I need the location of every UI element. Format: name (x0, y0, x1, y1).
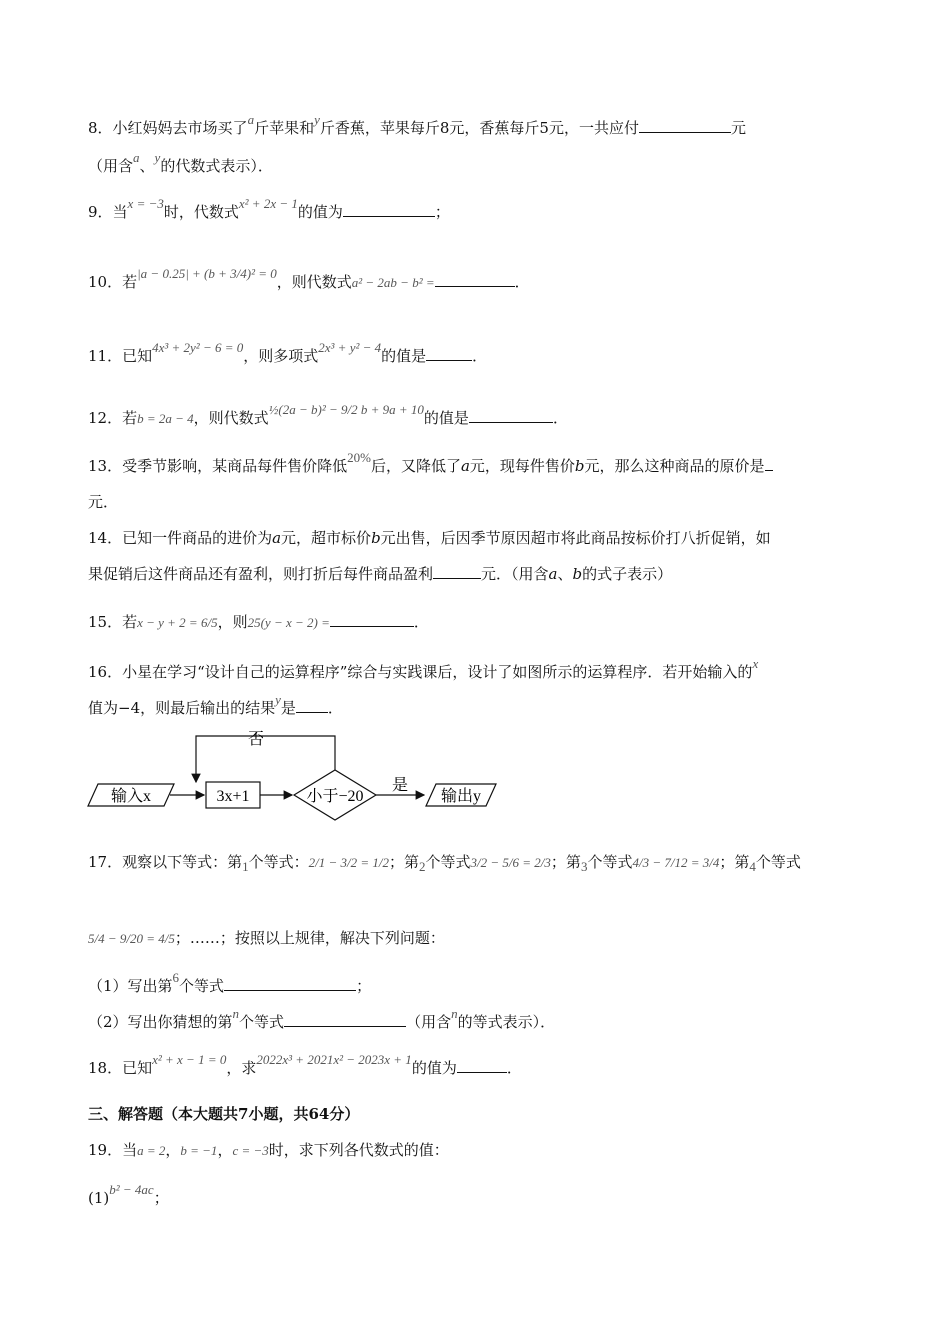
question-8-line-1: 8．小红妈妈去市场买了a斤苹果和y斤香蕉，苹果每斤8元，香蕉每斤5元，一共应付 元 (88, 112, 746, 137)
section-heading: 三、解答题（本大题共7小题，共64分） (88, 1105, 360, 1123)
answer-blank[interactable] (765, 456, 773, 471)
math-expression: 4/3 − 7/12 = 3/4 (632, 855, 720, 870)
question-16-line-2: 值为−4，则最后输出的结果y是 ． (88, 692, 343, 717)
flowchart-yes-label: 是 (391, 777, 409, 794)
answer-blank[interactable] (457, 1058, 507, 1073)
question-17-line-1: 17．观察以下等式：第$_1$个等式：2/1 − 3/2 = 1/2；第$_2$个等式3/2 − 5/6 = 2/3；第$_3$个等式4/3 − 7/12 = 3/4；第$_4$个等式 (88, 853, 801, 874)
question-9: 9．当x = −3时，代数式x² + 2x − 1的值为 ； (88, 196, 450, 221)
flowchart (84, 722, 504, 822)
question-17-line-2: 5/4 − 9/20 = 4/5；……；按照以上规律，解决下列问题： (88, 929, 445, 947)
answer-blank[interactable] (469, 408, 553, 423)
answer-blank[interactable] (639, 118, 731, 133)
answer-blank[interactable] (435, 272, 515, 287)
answer-blank[interactable] (224, 976, 356, 991)
question-15: 15．若x − y + 2 = 6/5，则25(y − x − 2) = ． (88, 613, 429, 631)
flowchart-no-label: 否 (247, 731, 265, 748)
flowchart-input-label: 输入x (110, 788, 152, 805)
answer-blank[interactable] (330, 612, 414, 627)
question-11: 11．已知4x³ + 2y² − 6 = 0，则多项式2x³ + y² − 4的值是 ． (88, 340, 488, 365)
question-8-line-2: （用含a、y的代数式表示）． (88, 150, 273, 175)
question-13-line-2: 元． (88, 493, 119, 511)
question-17-part-2: （2）写出你猜想的第n个等式 （用含n的等式表示）． (88, 1006, 556, 1031)
question-13-line-1: 13．受季节影响，某商品每件售价降低20%后，又降低了a元，现每件售价b元，那么这种商品的原价是 (88, 456, 773, 477)
answer-blank[interactable] (284, 1012, 406, 1027)
math-expression: a² − 2ab − b² = (351, 275, 435, 290)
answer-blank[interactable] (433, 564, 481, 579)
math-expression: 2/1 − 3/2 = 1/2 (308, 855, 389, 870)
question-17-part-1: （1）写出第6个等式 ； (88, 970, 372, 995)
math-expression: |a − 0.25| + (b + 3/4)² = 0 (137, 266, 277, 281)
math-expression: 5/4 − 9/20 = 4/5 (88, 931, 175, 946)
question-10: 10．若|a − 0.25| + (b + 3/4)² = 0，则代数式a² − 2ab − b² = ． (88, 266, 530, 291)
question-16-line-1: 16．小星在学习“设计自己的运算程序”综合与实践课后，设计了如图所示的运算程序．若开始输入的x (88, 656, 759, 681)
question-14-line-2: 果促销后这件商品还有盈利，则打折后每件商品盈利 元．（用含a、b的式子表示） (88, 565, 673, 583)
question-18: 18．已知x² + x − 1 = 0，求2022x³ + 2021x² − 2023x + 1的值为 ． (88, 1052, 522, 1077)
flowchart-output-label: 输出y (440, 788, 482, 805)
answer-blank[interactable] (426, 346, 472, 361)
question-19-part-1: (1)b² − 4ac； (88, 1182, 169, 1207)
question-14-line-1: 14．已知一件商品的进价为a元，超市标价b元出售，后因季节原因超市将此商品按标价打八折促销，如 (88, 529, 771, 547)
answer-blank[interactable] (343, 202, 435, 217)
flowchart-decision-label: 小于−20 (306, 788, 364, 805)
question-12: 12．若b = 2a − 4，则代数式½(2a − b)² − 9/2 b + 9a + 10的值是 ． (88, 402, 568, 427)
answer-blank[interactable] (296, 698, 328, 713)
question-19: 19．当a = 2，b = −1，c = −3时，求下列各代数式的值： (88, 1141, 449, 1159)
flowchart-process-label: 3x+1 (216, 788, 250, 805)
math-expression: 3/2 − 5/6 = 2/3 (470, 855, 551, 870)
